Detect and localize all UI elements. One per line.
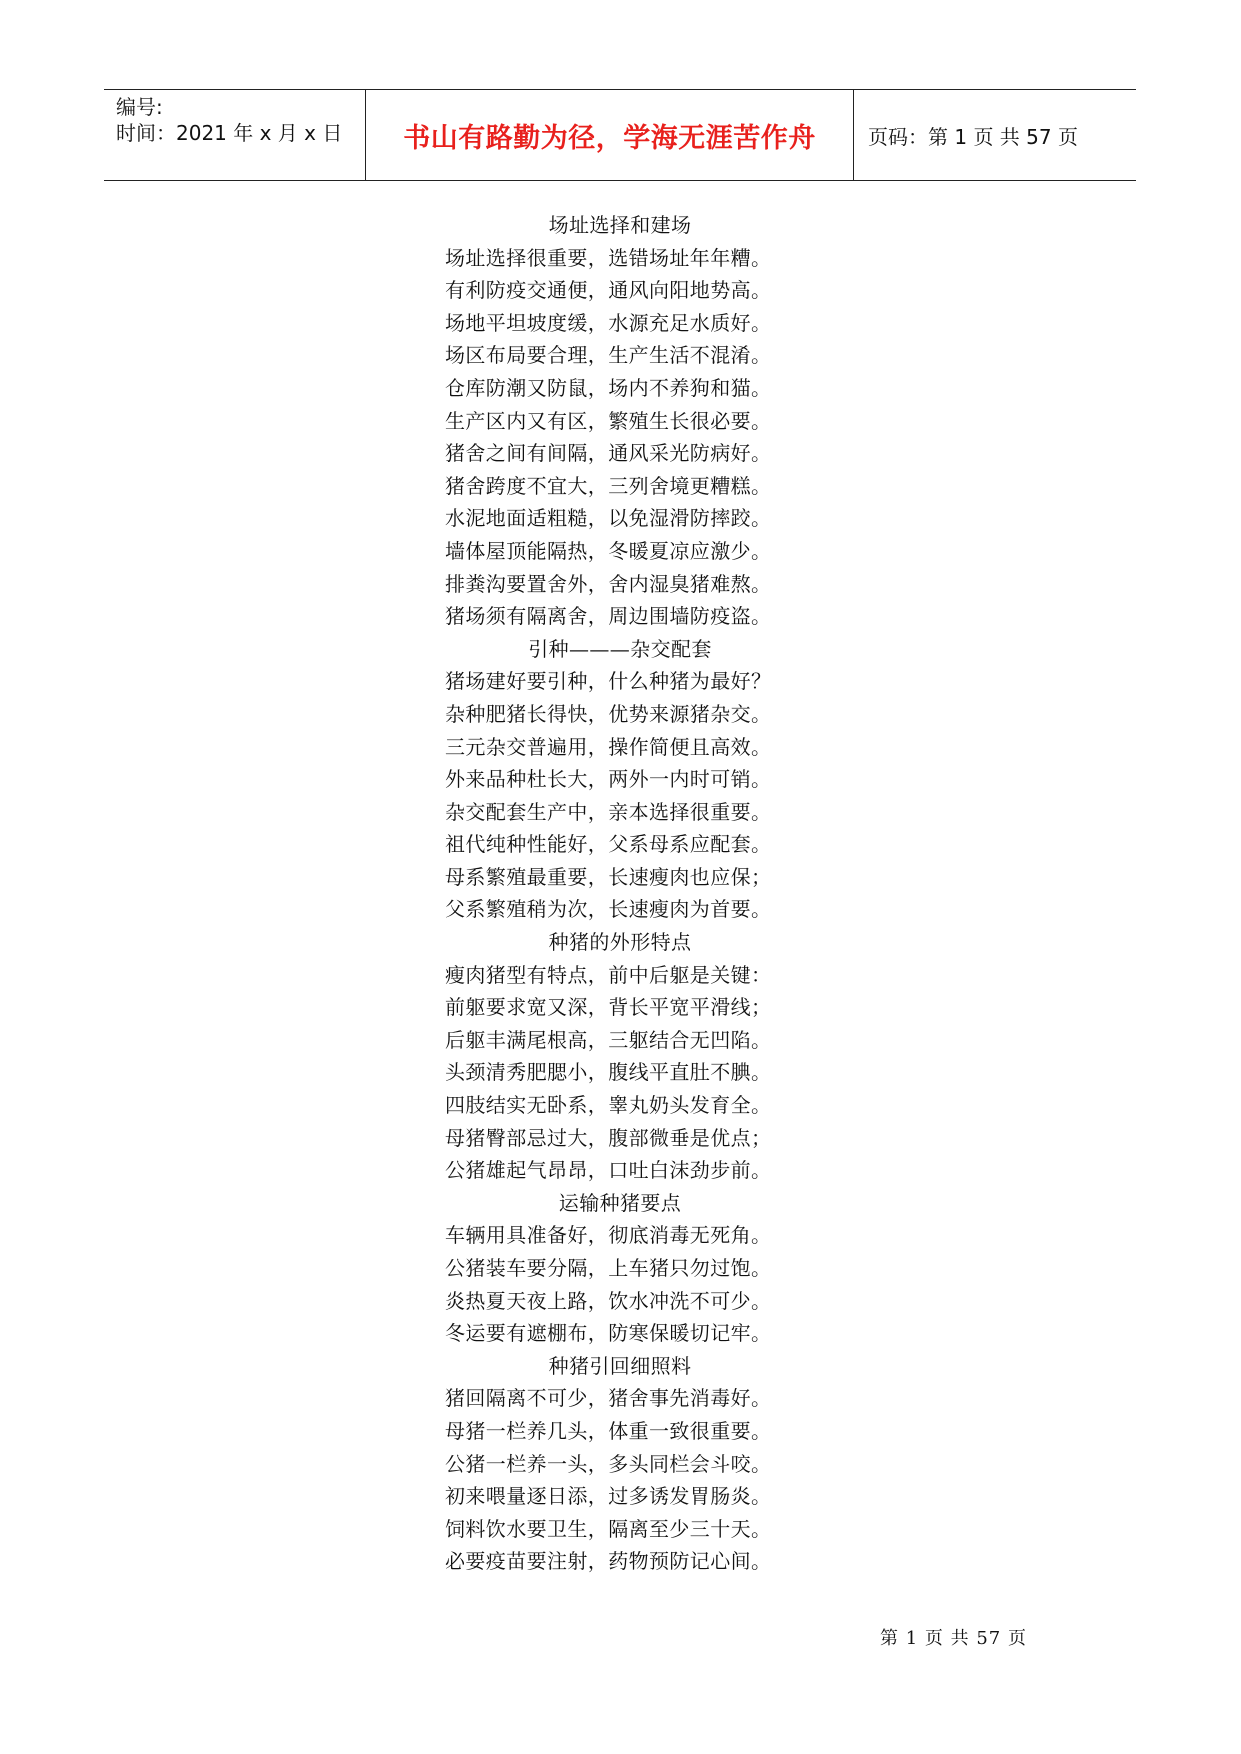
verse-line: 必要疫苗要注射，药物预防记心间。 — [445, 1549, 772, 1574]
page-footer — [880, 1624, 1080, 1650]
section-title: 引种———杂交配套 — [528, 636, 712, 661]
verse-line: 前躯要求宽又深，背长平宽平滑线； — [445, 995, 772, 1020]
verse-line: 后躯丰满尾根高，三躯结合无凹陷。 — [445, 1027, 772, 1052]
verse-line: 猪场须有隔离舍，周边围墙防疫盗。 — [445, 604, 772, 629]
verse-line: 公猪雄起气昂昂，口吐白沫劲步前。 — [445, 1158, 772, 1183]
verse-line: 有利防疫交通便，通风向阳地势高。 — [445, 278, 772, 303]
verse-line: 墙体屋顶能隔热，冬暖夏凉应激少。 — [445, 538, 772, 563]
header-motto-cell — [366, 90, 854, 180]
verse-line: 四肢结实无卧系，睾丸奶头发育全。 — [445, 1093, 772, 1118]
verse-line: 外来品种杜长大，两外一内时可销。 — [445, 767, 772, 792]
section-title: 种猪的外形特点 — [548, 930, 692, 955]
verse-line: 瘦肉猪型有特点，前中后躯是关键： — [445, 962, 772, 987]
verse-line: 初来喂量逐日添，过多诱发胃肠炎。 — [445, 1484, 772, 1509]
verse-line: 饲料饮水要卫生，隔离至少三十天。 — [445, 1516, 772, 1541]
verse-line: 排粪沟要置舍外，舍内湿臭猪难熬。 — [445, 571, 772, 596]
verse-line: 水泥地面适粗糙，以免湿滑防摔跤。 — [445, 506, 772, 531]
verse-line: 父系繁殖稍为次，长速瘦肉为首要。 — [445, 897, 772, 922]
section-title: 种猪引回细照料 — [548, 1353, 692, 1378]
section-title: 运输种猪要点 — [558, 1190, 682, 1215]
verse-line: 猪舍之间有间隔，通风采光防病好。 — [445, 441, 772, 466]
verse-line: 三元杂交普遍用，操作简便且高效。 — [445, 734, 772, 759]
serial-label: 编号: — [116, 95, 163, 119]
verse-line: 猪回隔离不可少，猪舍事先消毒好。 — [445, 1386, 772, 1411]
verse-line: 祖代纯种性能好，父系母系应配套。 — [445, 832, 772, 857]
time-label: 时间：2021 年 x 月 x 日 — [116, 121, 343, 145]
verse-line: 猪舍跨度不宜大，三列舍境更糟糕。 — [445, 473, 772, 498]
page-header — [104, 89, 1136, 181]
verse-line: 场地平坦坡度缓，水源充足水质好。 — [445, 310, 772, 335]
verse-line: 场址选择很重要，选错场址年年糟。 — [445, 245, 772, 270]
verse-line: 头颈清秀肥腮小，腹线平直肚不腆。 — [445, 1060, 772, 1085]
verse-line: 生产区内又有区，繁殖生长很必要。 — [445, 408, 772, 433]
motto-text: 书山有路勤为径，学海无涯苦作舟 — [403, 122, 816, 154]
verse-line: 场区布局要合理，生产生活不混淆。 — [445, 343, 772, 368]
document-body — [370, 209, 870, 1578]
verse-line: 公猪一栏养一头，多头同栏会斗咬。 — [445, 1451, 772, 1476]
verse-line: 杂交配套生产中，亲本选择很重要。 — [445, 799, 772, 824]
verse-line: 母猪臀部忌过大，腹部微垂是优点； — [445, 1125, 772, 1150]
verse-line: 炎热夏天夜上路，饮水冲洗不可少。 — [445, 1288, 772, 1313]
verse-line: 公猪装车要分隔，上车猪只勿过饱。 — [445, 1256, 772, 1280]
verse-line: 母猪一栏养几头，体重一致很重要。 — [445, 1418, 772, 1443]
verse-line: 冬运要有遮棚布，防寒保暖切记牢。 — [445, 1321, 772, 1346]
verse-line: 母系繁殖最重要，长速瘦肉也应保； — [445, 864, 772, 889]
verse-line: 杂种肥猪长得快，优势来源猪杂交。 — [445, 701, 772, 726]
header-meta-cell — [104, 90, 366, 180]
verse-line: 车辆用具准备好，彻底消毒无死角。 — [445, 1223, 772, 1248]
header-page-label: 页码：第 1 页 共 57 页 — [868, 124, 1078, 149]
verse-line: 猪场建好要引种，什么种猪为最好？ — [445, 669, 772, 694]
header-page-cell — [854, 90, 1136, 180]
section-title: 场址选择和建场 — [548, 213, 692, 237]
footer-page-number: 第 1 页 共 57 页 — [880, 1628, 1027, 1649]
verse-line: 仓库防潮又防鼠，场内不养狗和猫。 — [445, 375, 772, 400]
